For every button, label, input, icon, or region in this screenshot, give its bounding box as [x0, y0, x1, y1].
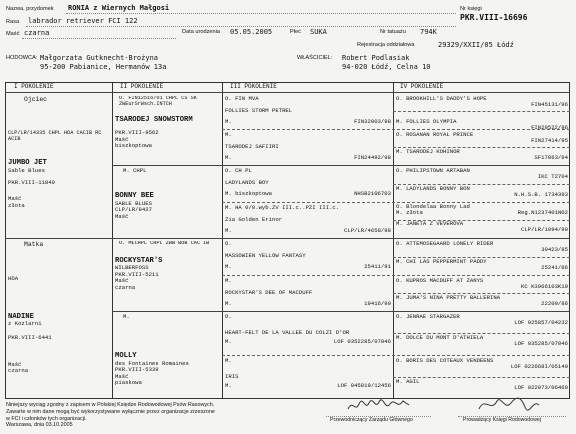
gen3-prefix: M.	[225, 278, 232, 284]
gen3-prefix: M.	[225, 205, 232, 211]
gen4-name: M. JANETA Z VEVEROVA	[396, 221, 464, 227]
gen3-name: FOLLIES STORM PETREL	[225, 107, 293, 115]
sex-value: SUKA	[310, 28, 327, 36]
gen4-name: O. ROSANAN ROYAL PRINCE	[396, 132, 474, 138]
gen3-name: IRIS	[225, 373, 239, 381]
gen2-color-label: Maść	[115, 135, 129, 143]
gen4-divider	[393, 377, 570, 378]
gen3-divider-2	[222, 202, 570, 203]
gen4-divider	[393, 333, 570, 334]
reg-label: Rejestracja oddziałowa	[357, 42, 415, 48]
gen2-cell-2	[115, 168, 220, 236]
signature-registrar	[475, 393, 545, 417]
gen4-reg: KC K3966103K10	[521, 283, 568, 291]
gen2-name: ROCKYSTAR'S	[115, 256, 163, 265]
col-header-3: III POKOLENIE	[230, 83, 277, 90]
gen2-titles: O. MŁCHPL CHPL ZWW BOB CAC IB	[119, 241, 210, 246]
footer-line-4: Warszawa, dnia 03.10.2005	[6, 422, 73, 429]
footer-line-2: Zawarte w nim dane mogą być wykorzystywane wyłącznie przez organizacje zrzeszone	[6, 408, 215, 415]
color-label: Maść	[6, 31, 20, 37]
gen4-divider	[393, 257, 570, 258]
owner-value: Robert Podlasiak	[342, 54, 410, 62]
breeder-value: Małgorzata Gutknecht-Brożyna	[40, 54, 159, 62]
gen2-name: MOLLY	[115, 352, 137, 361]
gen2-titles: O. FIN12516/01 CHPL CS SK ZWEurSrWsch.INTCH	[119, 96, 197, 107]
dam-color-label: Maść	[8, 360, 22, 368]
gen4-cell	[396, 278, 568, 294]
gen3-titles: FIN MVA	[235, 96, 259, 102]
breeder-address: 95-200 Pabianice, Hermanów 13a	[40, 63, 167, 71]
sire-dam-divider	[5, 238, 570, 239]
gen3-divider-4	[222, 355, 570, 356]
gen4-reg: 22200/86	[541, 300, 568, 308]
gen4-name: M. AGIL	[396, 379, 420, 385]
gen4-reg: 25241/86	[541, 264, 568, 272]
gen4-name: O. JENRAE STARGAZER	[396, 314, 460, 320]
gen4-name: M. CHI LAS PEPPERMINT PADDY	[396, 259, 487, 265]
gen3-prefix: O.	[225, 168, 232, 174]
gen4-cell	[396, 358, 568, 376]
gen3-name: HEART-FELT DE LA VALLEE DU COLZI D'OR	[225, 329, 350, 337]
gen2-divider-a	[112, 165, 570, 166]
name-label: Nazwa, przydomek	[6, 6, 54, 12]
gen3-cell-5	[225, 241, 391, 273]
gen4-cell	[396, 149, 568, 165]
sign-line-1	[326, 416, 431, 417]
gen2-reg: PKR.VIII-9562	[115, 129, 159, 137]
gen3-sub: M.	[225, 299, 232, 307]
owner-address: 94-020 Łódź, Celna 10	[342, 63, 431, 71]
gen3-name: MASSOWIEN YELLOW FANTASY	[225, 252, 306, 260]
name-underline	[66, 13, 456, 14]
gen3-name: TSARODEJ SAFIIRI	[225, 143, 279, 151]
gen3-cell-8	[225, 358, 391, 396]
gen4-name: O. BROOKHILL'S DADDY'S HOPE	[396, 96, 487, 102]
gen2-cell-1	[115, 96, 220, 164]
gen3-sub: M.	[225, 226, 232, 234]
gen4-name: M. DOLCE DU MONT D'ATHIELA	[396, 335, 484, 341]
dam-titles: HDA	[8, 275, 19, 283]
gen4-reg: CLP/LR/1094/90	[521, 226, 568, 234]
gen2-color-label: Maść	[115, 212, 129, 220]
gen3-reg: LOF 045819/12456	[337, 381, 391, 389]
gen3-cell-1	[225, 96, 391, 128]
gen3-sub: M.	[225, 117, 232, 125]
gen2-color: czarna	[115, 283, 136, 291]
gen3-reg: FIN32003/98	[354, 117, 391, 125]
gen4-cell	[396, 221, 568, 237]
gen4-name: M. LADYLANDS BONNY BON	[396, 186, 470, 192]
gen3-cell-3	[225, 168, 391, 200]
gen3-cell-2	[225, 132, 391, 164]
gen4-cell	[396, 314, 568, 332]
gen3-reg: LOF 0352285/07046	[333, 337, 391, 345]
gen3-prefix: M.	[225, 358, 232, 364]
gen2-kennel: SABLE BLUES	[115, 199, 152, 207]
gen1-sire-cell	[8, 96, 110, 236]
signature-chairman	[345, 395, 415, 417]
gen4-reg: Reg.N1237401N02	[517, 209, 568, 217]
gen3-sub: M.	[225, 153, 232, 161]
col-header-1: I POKOLENIE	[14, 83, 54, 90]
gen4-cell	[396, 259, 568, 275]
dam-kennel: z Kozlarni	[8, 320, 42, 328]
gen3-sub: M.	[225, 262, 232, 270]
gen4-cell	[396, 186, 568, 202]
gen3-reg: 25411/91	[364, 262, 391, 270]
gen4-divider	[393, 184, 570, 185]
gen4-reg: LOF 022073/06460	[514, 384, 568, 392]
col-divider-1	[112, 82, 113, 399]
gen4-name: O. BORIS DES COTEAUX VENDEENS	[396, 358, 494, 364]
gen4-name: O. ATTEMOSEGAARD LONELY RIDER	[396, 241, 494, 247]
gen4-reg: FIN29522/96	[531, 124, 568, 132]
gen4-divider	[393, 147, 570, 148]
gen2-kennel: des Fontaines Romaines	[115, 359, 189, 367]
gen4-cell	[396, 132, 568, 146]
gen2-name: BONNY BEE	[115, 192, 154, 201]
gen3-cell-4	[225, 205, 391, 237]
sire-titles: CLP/LR/14335 CHPL HDA CACIB RC ACIB	[8, 130, 102, 143]
gen4-reg: IKC T2704	[537, 173, 568, 181]
gen3-name: Zia Golden Erinor	[225, 216, 283, 224]
color-value: czarna	[24, 29, 50, 37]
gen3-sub: M.	[225, 381, 232, 389]
gen3-name: ROCKYSTAR'S DEE OF MACDUFF	[225, 289, 313, 297]
gen3-prefix: O.	[225, 241, 232, 247]
owner-label: WŁAŚCICIEL:	[297, 55, 333, 61]
gen4-name: M. FOLLIES OLYMPIA	[396, 118, 457, 125]
sign-line-2	[458, 416, 566, 417]
footer-text	[6, 402, 215, 429]
gen3-reg: FIN24492/98	[354, 153, 391, 161]
gen2-reg: PKR.VIII-5211	[115, 270, 159, 278]
footer-line-1: Niniejszy wyciąg zgodny z zapisem w Polskiej Księdze Rodowodowej Psów Rasowych.	[6, 402, 215, 408]
col-header-2: II POKOLENIE	[120, 83, 164, 90]
gen2-color-label: Maść	[115, 277, 129, 285]
gen4-divider	[393, 111, 570, 112]
gen2-name: TSARODEJ SNOWSTORM	[115, 115, 193, 124]
gen3-name: LADYLANDS BOY	[225, 179, 269, 187]
gen4-reg: N.H.S.B. 1734393	[514, 191, 568, 199]
sire-kennel: Sable Blues	[8, 166, 45, 174]
gen2-color: biszkoptowa	[115, 142, 152, 150]
gen4-reg: LOF 025857/04232	[514, 319, 568, 327]
gen3-sub: M. biszkoptowa	[225, 189, 272, 197]
breeder-label: HODOWCA:	[6, 55, 38, 61]
gen4-cell	[396, 295, 568, 311]
gen3-cell-6	[225, 278, 391, 310]
gen4-name: M. TSARODEJ KOHINOR	[396, 149, 460, 155]
gen4-name: O. PHILIPSTOWN ARTABAN	[396, 168, 470, 174]
gen4-cell	[396, 96, 568, 110]
sign-label-1: Przewodniczący Zarządu Głównego	[330, 417, 413, 423]
gen3-prefix: O.	[225, 96, 232, 102]
dam-reg: PKR.VIII-6441	[8, 334, 52, 342]
gen2-kennel: WILBERFOSS	[115, 264, 149, 272]
sire-reg: PKR.VIII-11849	[8, 179, 55, 186]
dog-name: RONIA z Wiernych Małgosi	[68, 4, 170, 12]
dam-color: czarna	[8, 367, 29, 375]
dam-name: NADINE	[8, 312, 34, 321]
gen4-name: O. KUPROS MACDUFF AT ZANYS	[396, 278, 484, 284]
gen2-color: piaskowa	[115, 378, 142, 386]
breed-label: Rasa	[6, 19, 20, 25]
gen3-prefix: M.	[225, 132, 232, 138]
gen4-reg: 30423/85	[541, 246, 568, 254]
tattoo-label: Nr tatuażu	[380, 29, 406, 35]
sign-label-2: Prowadzący Księgi Rodowodowej	[463, 417, 541, 423]
gen3-prefix: O.	[225, 314, 232, 320]
sire-name: JUMBO JET	[8, 159, 47, 168]
gen2-cell-4	[115, 314, 220, 397]
gen1-dam-cell	[8, 241, 110, 397]
breed-underline	[26, 26, 456, 27]
gen3-reg: NHSB2106703	[354, 189, 391, 197]
gen4-cell	[396, 241, 568, 257]
birth-value: 05.05.2005	[230, 28, 273, 36]
gen2-reg: CLP/LR/8427	[115, 206, 152, 214]
dam-label: Matka	[24, 241, 44, 248]
gen2-color-label: Maść	[115, 372, 129, 380]
gen3-sub: M.	[225, 337, 232, 345]
gen3-titles: HA 0/0.wyb.ZV III.c..PZI III.c.	[235, 205, 340, 211]
gen2-titles: M. CHPL	[123, 168, 147, 174]
col-header-4: IV POKOLENIE	[400, 83, 444, 90]
gen2-divider-b	[112, 311, 570, 312]
sire-color-label: Maść	[8, 195, 22, 203]
birth-label: Data urodzenia	[182, 29, 220, 35]
gen3-divider-3	[222, 275, 570, 276]
reg-value: 29329/XXII/05 Łódź	[438, 41, 514, 49]
gen3-reg: CLP/LR/4658/98	[344, 226, 391, 234]
gen4-cell	[396, 335, 568, 355]
gen4-sub: M. złota	[396, 209, 423, 217]
tattoo-value: 794K	[420, 28, 437, 36]
gen4-reg: LOF 035285/07046	[514, 340, 568, 348]
gen4-name: O. Blondelaa Bonny Lad	[396, 204, 470, 210]
gen3-cell-7	[225, 314, 391, 354]
book-label: Nr księgi	[460, 6, 482, 12]
sex-label: Płeć	[290, 29, 301, 35]
gen4-cell	[396, 204, 568, 220]
book-value: PKR.VIII-16696	[460, 13, 528, 22]
gen4-cell	[396, 168, 568, 184]
gen4-reg: FIN45131/96	[531, 101, 568, 109]
sire-label: Ojciec	[24, 96, 48, 103]
breed-value: labrador retriever FCI 122	[28, 17, 138, 25]
header-row-line	[5, 92, 570, 93]
gen2-titles: M.	[123, 314, 130, 320]
gen4-reg: SF17863/94	[534, 154, 568, 162]
sire-color: złota	[8, 201, 25, 209]
footer-line-3: w FCI i członków tych organizacji.	[6, 415, 87, 422]
gen4-name: M. JUMA'S NINA PRETTY BALLERINA	[396, 295, 501, 301]
color-underline	[22, 38, 176, 39]
gen3-reg: 19416/90	[364, 299, 391, 307]
gen4-reg: FIN27414/95	[531, 137, 568, 145]
gen2-cell-3	[115, 241, 220, 309]
gen4-reg: LOF 022668I/05140	[510, 363, 568, 371]
gen3-titles: CH PL	[235, 168, 252, 174]
gen2-reg: PKR.VIII-5339	[115, 366, 159, 374]
